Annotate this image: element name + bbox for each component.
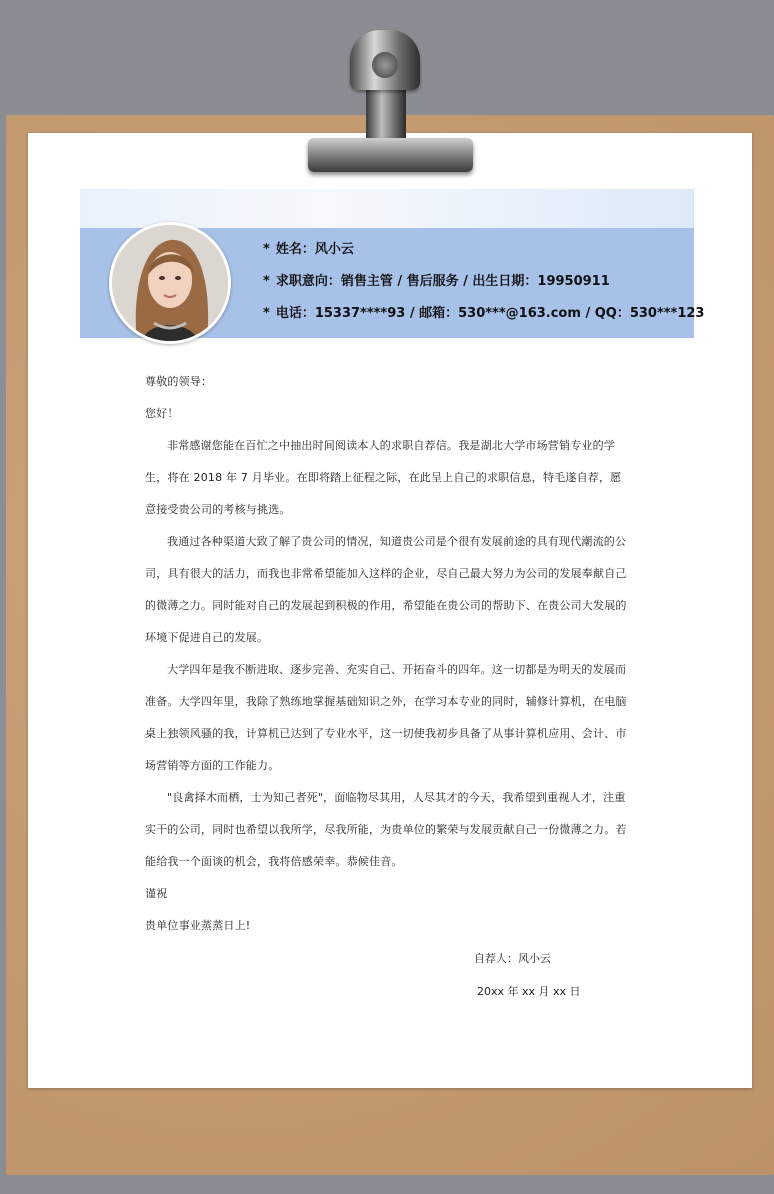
paragraph: 非常感谢您能在百忙之中抽出时间阅读本人的求职自荐信。我是湖北大学市场营销专业的学生，将在 2018 年 7 月毕业。在即将踏上征程之际，在此呈上自己的求职信息，特毛遂自荐，愿意接受贵公司的考核与挑选。 — [145, 439, 622, 516]
closing-line: 谨祝 — [145, 887, 168, 900]
contact-line — [263, 302, 704, 321]
paragraph: "良禽择木而栖，士为知己者死"，面临物尽其用，人尽其才的今天，我希望到重视人才，注重实干的公司，同时也希望以我所学，尽我所能，为贵单位的繁荣与发展贡献自己一份微薄之力。若能给我一个面谈的机会，我将倍感荣幸。恭候佳音。 — [145, 791, 627, 868]
salutation: 尊敬的领导： — [145, 375, 213, 388]
cover-letter-body — [145, 366, 630, 942]
portrait-icon — [112, 225, 228, 341]
clip-base — [308, 138, 473, 172]
avatar — [109, 222, 231, 344]
signature: 自荐人：风小云 — [474, 952, 551, 965]
bullet-star: * — [263, 274, 270, 289]
letter-date: 20xx 年 xx 月 xx 日 — [477, 985, 581, 998]
clip-hole — [372, 52, 398, 78]
paragraph: 我通过各种渠道大致了解了贵公司的情况，知道贵公司是个很有发展前途的具有现代潮流的公司，具有很大的活力，而我也非常希望能加入这样的企业，尽自己最大努力为公司的发展奉献自己的微薄之力。同时能对自己的发展起到积极的作用，希望能在贵公司的帮助下、在贵公司大发展的环境下促进自己的发展。 — [145, 535, 627, 644]
intent-line — [263, 270, 610, 289]
clip-stem — [366, 82, 406, 140]
contact-text: 电话：15337****93 / 邮箱：530***@163.com / QQ：530***123 — [275, 306, 705, 321]
name-line — [263, 238, 354, 257]
bullet-star: * — [263, 242, 270, 257]
closing-wish: 贵单位事业蒸蒸日上! — [145, 919, 251, 932]
name-text: 姓名：风小云 — [275, 242, 354, 257]
greeting: 您好！ — [145, 407, 179, 420]
intent-text: 求职意向：销售主管 / 售后服务 / 出生日期：19950911 — [275, 274, 610, 289]
bullet-star: * — [263, 306, 270, 321]
paragraph: 大学四年是我不断进取、逐步完善、充实自己、开拓奋斗的四年。这一切都是为明天的发展而准备。大学四年里，我除了熟练地掌握基础知识之外，在学习本专业的同时，辅修计算机，在电脑桌上独领风骚的我，计算机已达到了专业水平，这一切使我初步具备了从事计算机应用、会计、市场营销等方面的工作能力。 — [145, 663, 627, 772]
